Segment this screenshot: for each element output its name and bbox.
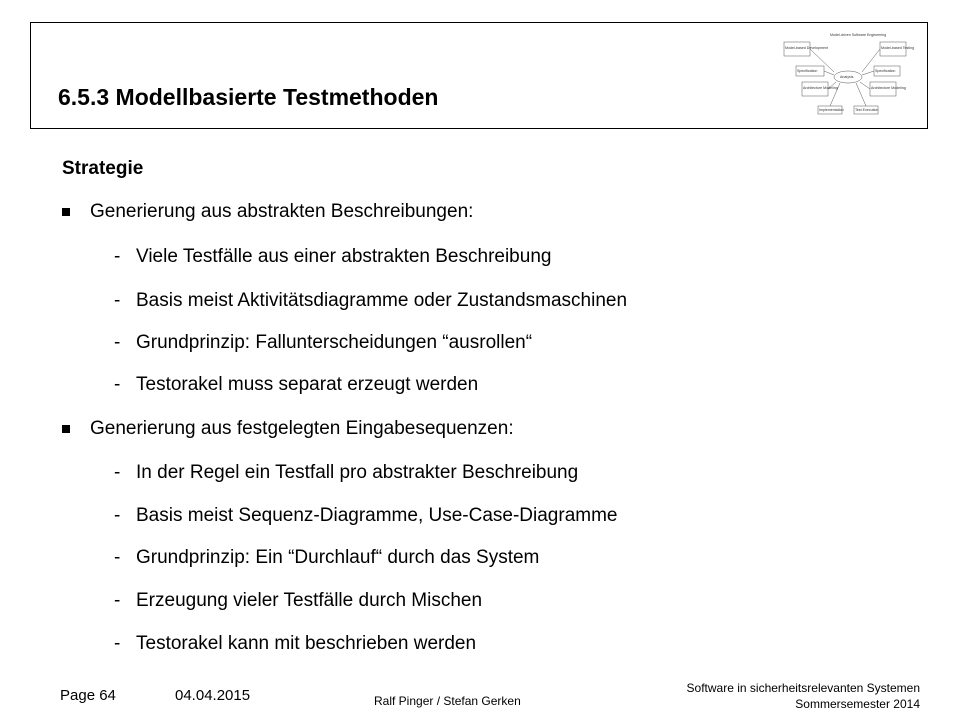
diagram-label-spec-left: Specification [797, 69, 818, 73]
bullet-square-icon [62, 425, 70, 433]
diagram-label-top: Model-driven Software Engineering [830, 33, 887, 37]
sub-item: Grundprinzip: Ein “Durchlauf“ durch das System [136, 547, 540, 568]
page-title: 6.5.3 Modellbasierte Testmethoden [58, 84, 439, 110]
dash-marker: - [114, 462, 121, 483]
bullet-item: Generierung aus abstrakten Beschreibungen: [90, 201, 474, 222]
dash-marker: - [114, 547, 121, 568]
dash-marker: - [114, 374, 121, 395]
dash-marker: - [114, 332, 121, 353]
footer-authors: Ralf Pinger / Stefan Gerken [374, 694, 521, 708]
process-diagram-thumbnail [778, 30, 915, 120]
diagram-label-mdd: Model-based Development [785, 46, 828, 50]
diagram-label-bottom-left: Implementation [819, 108, 844, 112]
dash-marker: - [114, 505, 121, 526]
sub-item: Erzeugung vieler Testfälle durch Mischen [136, 590, 483, 611]
sub-item: Grundprinzip: Fallunterscheidungen “ausrollen“ [136, 332, 533, 353]
sub-item: Basis meist Aktivitätsdiagramme oder Zustandsmaschinen [136, 290, 628, 311]
dash-marker: - [114, 633, 121, 654]
sub-item: Testorakel muss separat erzeugt werden [136, 374, 479, 395]
sub-item: Basis meist Sequenz-Diagramme, Use-Case-Diagramme [136, 505, 618, 526]
sub-item: Viele Testfälle aus einer abstrakten Beschreibung [136, 246, 552, 267]
diagram-label-arch-right: Architecture Modeling [871, 86, 906, 90]
sub-item: In der Regel ein Testfall pro abstrakter Beschreibung [136, 462, 579, 483]
diagram-label-spec-right: Specification [875, 69, 896, 73]
diagram-label-arch-left: Architecture Modeling [803, 86, 838, 90]
dash-marker: - [114, 590, 121, 611]
bullet-square-icon [62, 208, 70, 216]
footer-course-info [687, 680, 920, 712]
diagram-label-analysis: Analysis [840, 75, 854, 79]
section-heading: Strategie [62, 158, 144, 179]
footer-page-number: Page 64 [60, 687, 116, 704]
diagram-label-mbt: Model-based Testing [881, 46, 915, 50]
footer-course-title: Software in sicherheitsrelevanten Systemen [686, 681, 920, 695]
footer-semester: Sommersemester 2014 [795, 697, 920, 711]
dash-marker: - [114, 290, 121, 311]
sub-item: Testorakel kann mit beschrieben werden [136, 633, 477, 654]
bullet-item: Generierung aus festgelegten Eingabesequenzen: [90, 418, 514, 439]
footer-date: 04.04.2015 [175, 687, 251, 704]
dash-marker: - [114, 246, 121, 267]
diagram-label-bottom-right: Test Execution [855, 108, 879, 112]
